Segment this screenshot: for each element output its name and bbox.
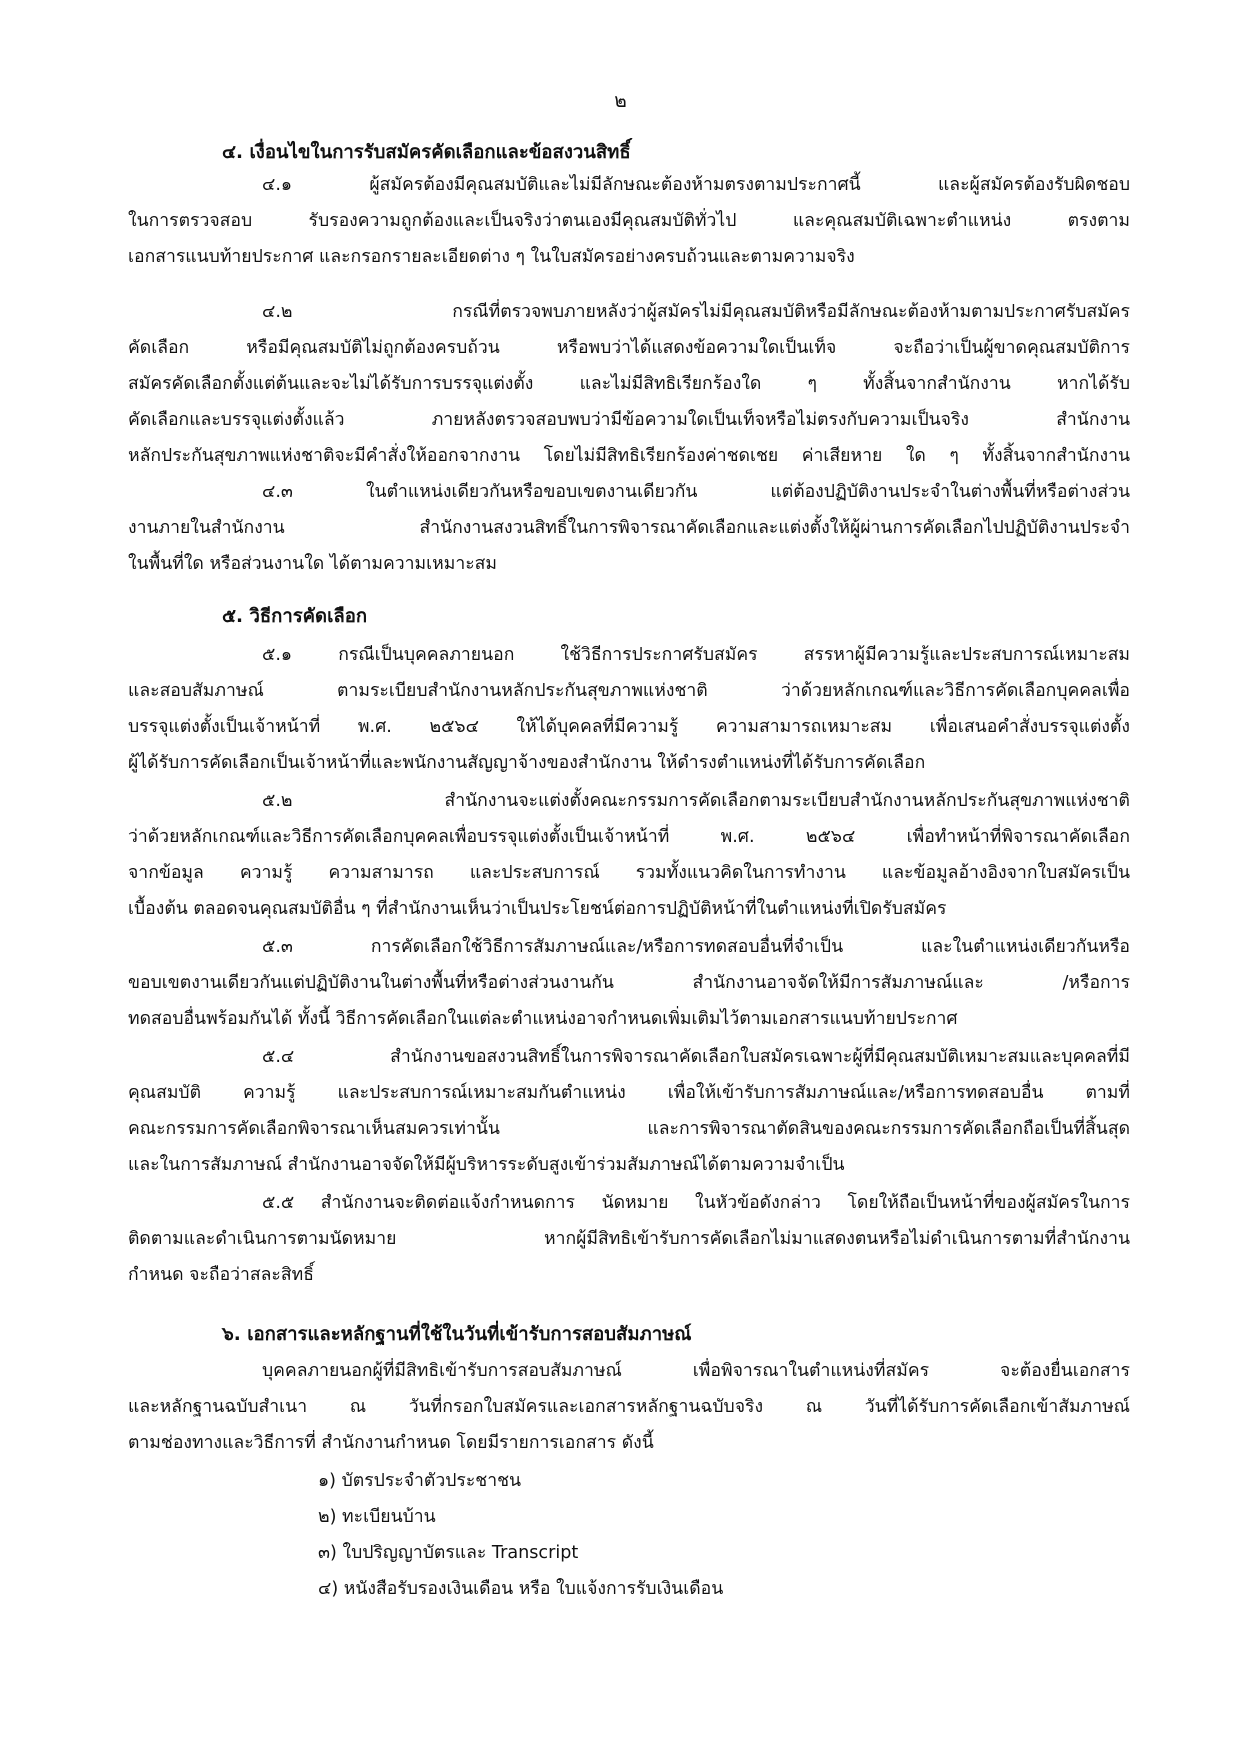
para-5-1-line: บรรจุแต่งตั้งเป็นเจ้าหน้าที่ พ.ศ. ๒๕๖๔ ให้ได้บุคคลที่มีความรู้ ความสามารถเหมาะสม เพื่อเสนอคำสั่งบรรจุแต่งตั้ง [128,717,1130,737]
document-list-item: ๑) บัตรประจำตัวประชาชน [318,1471,522,1491]
para-4-2-line: คัดเลือก หรือมีคุณสมบัติไม่ถูกต้องครบถ้วน หรือพบว่าได้แสดงข้อความใดเป็นเท็จ จะถือว่าเป็นผู้ขาดคุณสมบัติการ [128,338,1130,358]
section-6-heading: ๖. เอกสารและหลักฐานที่ใช้ในวันที่เข้ารับการสอบสัมภาษณ์ [222,1324,692,1345]
para-5-3-line: ๕.๓ การคัดเลือกใช้วิธีการสัมภาษณ์และ/หรือการทดสอบอื่นที่จำเป็น และในตำแหน่งเดียวกันหรือ [262,937,1130,957]
section-5-heading: ๕. วิธีการคัดเลือก [222,606,368,627]
para-5-1-line: ผู้ได้รับการคัดเลือกเป็นเจ้าหน้าที่และพนักงานสัญญาจ้างของสำนักงาน ให้ดำรงตำแหน่งที่ได้รับการคัดเลือก [128,753,926,773]
para-6-line: ตามช่องทางและวิธีการที่ สำนักงานกำหนด โดยมีรายการเอกสาร ดังนี้ [128,1433,654,1453]
page-number: ๒ [614,90,627,112]
para-5-4-line: และในการสัมภาษณ์ สำนักงานอาจจัดให้มีผู้บริหารระดับสูงเข้าร่วมสัมภาษณ์ได้ตามความจำเป็น [128,1155,845,1175]
para-5-2-line: เบื้องต้น ตลอดจนคุณสมบัติอื่น ๆ ที่สำนักงานเห็นว่าเป็นประโยชน์ต่อการปฏิบัติหน้าที่ในตำแหน่งที่เปิดรับสมัคร [128,899,947,919]
section-4-heading: ๔. เงื่อนไขในการรับสมัครคัดเลือกและข้อสงวนสิทธิ์ [222,142,631,163]
para-4-3-line: ในพื้นที่ใด หรือส่วนงานใด ได้ตามความเหมาะสม [128,554,497,574]
para-4-3-line: งานภายในสำนักงาน สำนักงานสงวนสิทธิ์ในการพิจารณาคัดเลือกและแต่งตั้งให้ผู้ผ่านการคัดเลือกไปปฏิบัติงานประจำ [128,518,1130,538]
para-5-4-line: คณะกรรมการคัดเลือกพิจารณาเห็นสมควรเท่านั้น และการพิจารณาตัดสินของคณะกรรมการคัดเลือกถือเป็นที่สิ้นสุด [128,1119,1130,1139]
para-5-1-line: ๕.๑ กรณีเป็นบุคคลภายนอก ใช้วิธีการประกาศรับสมัคร สรรหาผู้มีความรู้และประสบการณ์เหมาะสม [262,645,1130,665]
para-5-4-line: คุณสมบัติ ความรู้ และประสบการณ์เหมาะสมกันตำแหน่ง เพื่อให้เข้ารับการสัมภาษณ์และ/หรือการทดสอบอื่น ตามที่ [128,1083,1130,1103]
para-4-2-line: หลักประกันสุขภาพแห่งชาติจะมีคำสั่งให้ออกจากงาน โดยไม่มีสิทธิเรียกร้องค่าชดเชย ค่าเสียหาย ใด ๆ ทั้งสิ้นจากสำนักงาน [128,446,1130,466]
para-4-3-line: ๔.๓ ในตำแหน่งเดียวกันหรือขอบเขตงานเดียวกัน แต่ต้องปฏิบัติงานประจำในต่างพื้นที่หรือต่างส่วน [262,482,1130,502]
document-list-item: ๒) ทะเบียนบ้าน [318,1507,436,1527]
para-5-3-line: ทดสอบอื่นพร้อมกันได้ ทั้งนี้ วิธีการคัดเลือกในแต่ละตำแหน่งอาจกำหนดเพิ่มเติมไว้ตามเอกสารแนบท้ายประกาศ [128,1009,958,1029]
para-5-2-line: ว่าด้วยหลักเกณฑ์และวิธีการคัดเลือกบุคคลเพื่อบรรจุแต่งตั้งเป็นเจ้าหน้าที่ พ.ศ. ๒๕๖๔ เพื่อทำหน้าที่พิจารณาคัดเลือก [128,827,1130,847]
para-4-1-line: เอกสารแนบท้ายประกาศ และกรอกรายละเอียดต่าง ๆ ในใบสมัครอย่างครบถ้วนและตามความจริง [128,247,855,267]
para-5-5-line: ๕.๕ สำนักงานจะติดต่อแจ้งกำหนดการ นัดหมาย ในหัวข้อดังกล่าว โดยให้ถือเป็นหน้าที่ของผู้สมัครในการ [262,1193,1130,1213]
para-6-line: บุคคลภายนอกผู้ที่มีสิทธิเข้ารับการสอบสัมภาษณ์ เพื่อพิจารณาในตำแหน่งที่สมัคร จะต้องยื่นเอกสาร [262,1361,1130,1381]
para-4-1-line: ๔.๑ ผู้สมัครต้องมีคุณสมบัติและไม่มีลักษณะต้องห้ามตรงตามประกาศนี้ และผู้สมัครต้องรับผิดชอบ [262,175,1130,195]
para-6-line: และหลักฐานฉบับสำเนา ณ วันที่กรอกใบสมัครและเอกสารหลักฐานฉบับจริง ณ วันที่ได้รับการคัดเลือกเข้าสัมภาษณ์ [128,1397,1130,1417]
para-5-1-line: และสอบสัมภาษณ์ ตามระเบียบสำนักงานหลักประกันสุขภาพแห่งชาติ ว่าด้วยหลักเกณฑ์และวิธีการคัดเลือกบุคคลเพื่อ [128,681,1130,701]
document-list-item: ๔) หนังสือรับรองเงินเดือน หรือ ใบแจ้งการรับเงินเดือน [318,1579,724,1599]
document-list-item: ๓) ใบปริญญาบัตรและ Transcript [318,1543,579,1563]
para-5-5-line: ติดตามและดำเนินการตามนัดหมาย หากผู้มีสิทธิเข้ารับการคัดเลือกไม่มาแสดงตนหรือไม่ดำเนินการตามที่สำนักงาน [128,1229,1130,1249]
para-5-4-line: ๕.๔ สำนักงานขอสงวนสิทธิ์ในการพิจารณาคัดเลือกใบสมัครเฉพาะผู้ที่มีคุณสมบัติเหมาะสมและบุคคลที่มี [262,1047,1130,1067]
para-5-2-line: ๕.๒ สำนักงานจะแต่งตั้งคณะกรรมการคัดเลือกตามระเบียบสำนักงานหลักประกันสุขภาพแห่งชาติ [262,791,1130,811]
para-5-2-line: จากข้อมูล ความรู้ ความสามารถ และประสบการณ์ รวมทั้งแนวคิดในการทำงาน และข้อมูลอ้างอิงจากใบสมัครเป็น [128,863,1130,883]
para-5-5-line: กำหนด จะถือว่าสละสิทธิ์ [128,1265,314,1285]
para-4-2-line: ๔.๒ กรณีที่ตรวจพบภายหลังว่าผู้สมัครไม่มีคุณสมบัติหรือมีลักษณะต้องห้ามตามประกาศรับสมัคร [262,302,1130,322]
para-5-3-line: ขอบเขตงานเดียวกันแต่ปฏิบัติงานในต่างพื้นที่หรือต่างส่วนงานกัน สำนักงานอาจจัดให้มีการสัมภาษณ์และ /หรือการ [128,973,1130,993]
para-4-1-line: ในการตรวจสอบ รับรองความถูกต้องและเป็นจริงว่าตนเองมีคุณสมบัติทั่วไป และคุณสมบัติเฉพาะตำแหน่ง ตรงตาม [128,211,1130,231]
para-4-2-line: คัดเลือกและบรรจุแต่งตั้งแล้ว ภายหลังตรวจสอบพบว่ามีข้อความใดเป็นเท็จหรือไม่ตรงกับความเป็นจริง สำนักงาน [128,410,1130,430]
para-4-2-line: สมัครคัดเลือกตั้งแต่ต้นและจะไม่ได้รับการบรรจุแต่งตั้ง และไม่มีสิทธิเรียกร้องใด ๆ ทั้งสิ้นจากสำนักงาน หากได้รับ [128,374,1130,394]
